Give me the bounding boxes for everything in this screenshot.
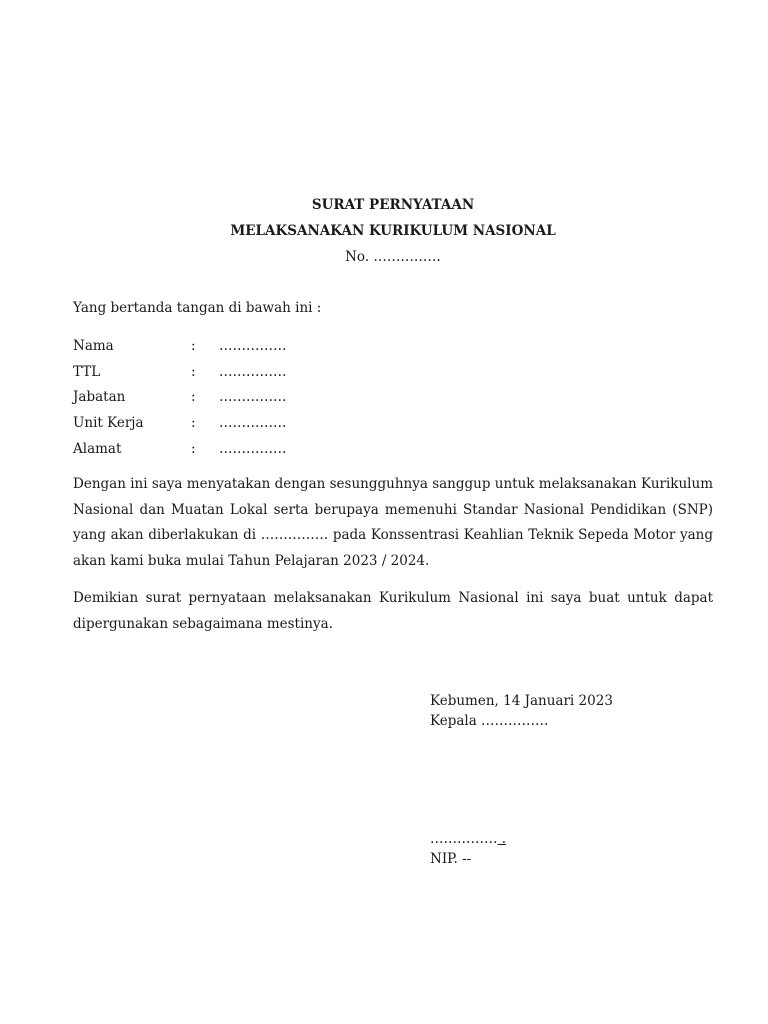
field-colon: :	[191, 415, 196, 431]
signer-name-suffix: .	[497, 831, 507, 847]
signer-name	[430, 831, 506, 847]
field-colon: :	[191, 441, 196, 457]
field-colon: :	[191, 389, 196, 405]
document-subtitle: MELAKSANAKAN KURIKULUM NASIONAL	[230, 223, 556, 239]
signer-position: Kepala ……………	[430, 713, 549, 729]
field-value: ……………	[219, 364, 287, 380]
place-date: Kebumen, 14 Januari 2023	[430, 693, 613, 709]
field-colon: :	[191, 364, 196, 380]
document-number: No. ……………	[345, 249, 441, 265]
field-label: Alamat	[73, 441, 122, 457]
field-value: ……………	[219, 441, 287, 457]
signer-nip: NIP. --	[430, 851, 472, 867]
field-value: ……………	[219, 338, 287, 354]
field-label: Jabatan	[73, 389, 126, 405]
field-label: Nama	[73, 338, 114, 354]
field-label: TTL	[73, 364, 101, 380]
field-label: Unit Kerja	[73, 415, 144, 431]
field-value: ……………	[219, 389, 287, 405]
intro-text: Yang bertanda tangan di bawah ini :	[73, 300, 322, 316]
field-value: ……………	[219, 415, 287, 431]
statement-paragraph: Dengan ini saya menyatakan dengan sesungguhnya sanggup untuk melaksanakan Kurikulum Nasional dan Muatan Lokal serta berupaya memenuhi Standar Nasional Pendidikan (SNP) yang akan diberlakukan di …………… pada Konssentrasi Keahlian Teknik Sepeda Motor yang akan kami buka mulai Tahun Pelajaran 2023 / 2024.	[73, 476, 713, 569]
closing-paragraph: Demikian surat pernyataan melaksanakan Kurikulum Nasional ini saya buat untuk dapat dipergunakan sebagaimana mestinya.	[73, 590, 713, 632]
document-title: SURAT PERNYATAAN	[311, 197, 475, 213]
signer-name-dots: ……………	[430, 831, 498, 847]
field-colon: :	[191, 338, 196, 354]
